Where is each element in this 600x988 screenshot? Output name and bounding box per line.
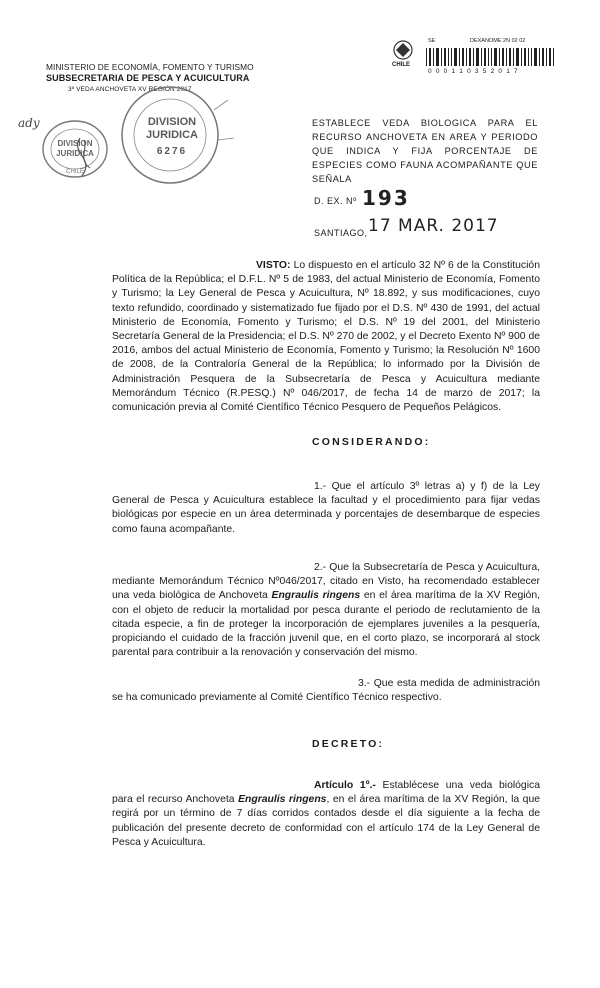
small-division-stamp [40, 118, 110, 180]
stamp-number: 6276 [156, 146, 188, 157]
small-stamp-graphic [40, 118, 110, 180]
considerando-paragraph-3: 3.- Que esta medida de administración se ha comunicado previamente al Comité Científico Técnico respectivo. [112, 678, 540, 704]
small-stamp-line2: JURIDICA [56, 149, 94, 158]
stamp-division-line2: JURIDICA [146, 129, 198, 141]
stamp-division-line1: DIVISION [147, 116, 197, 128]
barcode-graphic [426, 48, 556, 66]
small-stamp-line3: CHILE [66, 169, 84, 175]
articulo-1-part-a: Establécese una veda biológica para el recurso Anchoveta [112, 780, 540, 806]
dex-label: D. EX. Nº [314, 196, 357, 206]
barcode-top-left: SE [428, 38, 436, 44]
considerando-p2-part-b: en el área marítima de la XV Región, con el objeto de reducir la mortalidad por pesca durante el periodo de reclutamiento de la citada especie, a fin de proteger la incorporación de ejemplares juveniles a la pesquería, propiciando el cuidado de la fracción juvenil que, en el corto plazo, se incorporará al stock parental para contribuir a la renovación y conservación del mismo. [112, 590, 540, 659]
dex-number: 193 [362, 186, 410, 210]
margin-handwritten-note: ady [18, 116, 40, 130]
considerando-paragraph-1: 1.- Que el artículo 3º letras a) y f) de la Ley General de Pesca y Acuicultura establece la facultad y el procedimiento para fijar vedas biológicas por especie en un área determinada y porcentajes de desembarque de especies como fauna acompañante. [112, 481, 540, 535]
visto-paragraph [112, 259, 540, 415]
ministry-name: MINISTERIO DE ECONOMÍA, FOMENTO Y TURISMO [46, 62, 254, 72]
visto-label: VISTO: [256, 260, 291, 271]
articulo-1-label: Artículo 1º.- [314, 780, 376, 791]
decree-place: SANTIAGO, [314, 228, 368, 238]
articulo-1-paragraph [112, 779, 540, 850]
barcode-top-right: DEXANOME 2N 02 02 [470, 38, 526, 44]
chile-seal-icon [388, 38, 418, 82]
considerando-p2-species: Engraulis ringens [271, 590, 361, 602]
considerando-paragraph-2 [112, 561, 540, 660]
subsecretaria-name: SUBSECRETARIA DE PESCA Y ACUICULTURA [46, 73, 250, 83]
considerando-p2-part-a: 2.- Que la Subsecretaría de Pesca y Acuicultura, mediante Memorándum Técnico Nº046/2017, citado en Visto, ha recomendado establecer una veda biológica de Anchoveta [112, 562, 540, 602]
articulo-1-part-b: , en el área marítima de la XV Región, la que regirá por un término de 7 días corridos contados desde el día siguiente a la fecha de publicación del presente decreto de conformidad con el artículo 174 de la Ley General de Pesca y Acuicultura. [112, 794, 540, 848]
considerando-title: CONSIDERANDO: [312, 436, 431, 448]
visto-text: Lo dispuesto en el artículo 32 Nº 6 de la Constitución Política de la República; el D.F.L. Nº 5 de 1983, del actual Ministerio de Economía, Fomento y Turismo; la Ley General de Pesca y Acuicultura, Nº 18.892, y sus modificaciones, cuyo texto refundido, coordinado y sistematizado fue fijado por el D.S. Nº 430 de 1991, del actual Ministerio de Economía, Fomento y Turismo; el D.S. Nº 19 del 2001, del Ministerio Secretaría General de la Presidencia; el D.S. Nº 270 de 2002, y el Decreto Exento Nº 900 de 2016, ambos del actual Ministerio de Economía, Fomento y Turismo; la Resolución Nº 1600 de 2008, de la Contraloría General de la República; lo informado por la División de Administración Pesquera de la Subsecretaría de Pesca y Acuicultura mediante Memorándum Técnico (R.PESQ.) Nº 046/2017, de fecha 14 de marzo de 2017; la comunicación previa al Comité Científico Técnico Pesquero de Pequeños Pelágicos. [112, 260, 540, 414]
decreto-title: DECRETO: [312, 738, 385, 750]
small-stamp-line1: DIVISION [57, 139, 93, 148]
barcode-block [388, 38, 558, 82]
barcode-country: CHILE [392, 62, 410, 68]
division-juridica-stamp [118, 80, 238, 190]
barcode-number: 0 0 0 1 1 0 3 5 2 0 1 7 [428, 68, 519, 75]
articulo-1-species: Engraulis ringens [238, 794, 327, 806]
veda-reference: 3ª VEDA ANCHOVETA XV REGIÓN 2017 [68, 86, 192, 93]
decree-date: 17 MAR. 2017 [368, 216, 499, 236]
decree-title: ESTABLECE VEDA BIOLOGICA PARA EL RECURSO ANCHOVETA EN AREA Y PERIODO QUE INDICA Y FIJA PORCENTAJE DE ESPECIES COMO FAUNA ACOMPAÑANTE QUE SEÑALA [312, 118, 538, 184]
